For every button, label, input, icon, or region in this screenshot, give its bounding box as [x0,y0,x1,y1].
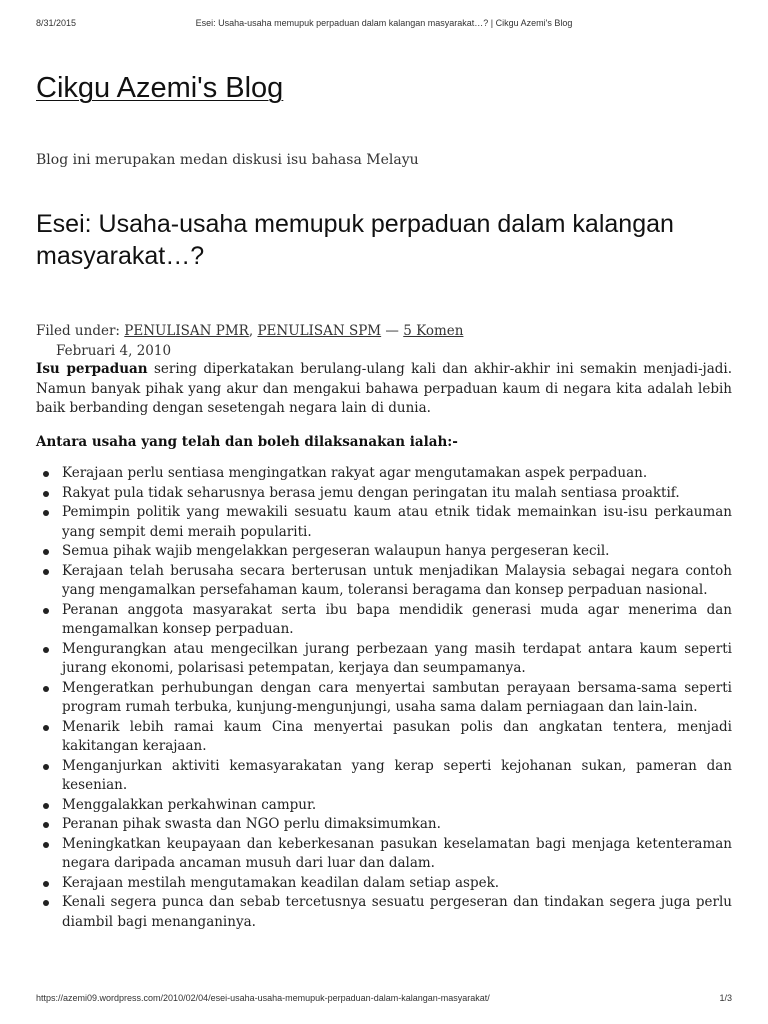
list-item: Menarik lebih ramai kaum Cina menyertai pasukan polis dan angkatan tentera, menjadi kakitangan kerajaan. [62,718,732,757]
list-item: Kerajaan perlu sentiasa mengingatkan rakyat agar mengutamakan aspek perpaduan. [62,464,732,484]
intro-paragraph [36,360,732,419]
list-item: Menggalakkan perkahwinan campur. [62,796,732,816]
list-subheading: Antara usaha yang telah dan boleh dilaksanakan ialah:- [36,433,458,450]
category-link-pmr[interactable]: PENULISAN PMR [124,323,249,339]
list-item: Mengeratkan perhubungan dengan cara menyertai sambutan perayaan bersama-sama seperti program rumah terbuka, kunjung-mengunjungi, usaha sama dalam perniagaan dan lain-lain. [62,679,732,718]
intro-bold: Isu perpaduan [36,361,148,377]
print-header [0,18,768,30]
list-item: Pemimpin politik yang mewakili sesuatu kaum atau etnik tidak memainkan isu-isu perkauman yang sempit demi meraih populariti. [62,503,732,542]
category-link-spm[interactable]: PENULISAN SPM [257,323,382,339]
list-item: Rakyat pula tidak seharusnya berasa jemu dengan peringatan itu malah sentiasa proaktif. [62,484,732,504]
site-title-link[interactable]: Cikgu Azemi's Blog [36,72,284,104]
category-separator: , [248,323,258,339]
post-date: Februari 4, 2010 [56,343,172,359]
filed-under-label: Filed under: [36,323,120,339]
intro-text: sering diperkatakan berulang-ulang kali dan akhir-akhir ini semakin menjadi-jadi. Namun banyak pihak yang akur dan mengakui bahawa perpaduan kaum di negara kita adalah lebih baik berbanding dengan sesetengah negara lain di dunia. [36,361,732,416]
list-item: Kerajaan telah berusaha secara berterusan untuk menjadikan Malaysia sebagai negara contoh yang mengamalkan persefahaman kaum, toleransi beragama dan konsep perpaduan nasional. [62,562,732,601]
site-description: Blog ini merupakan medan diskusi isu bahasa Melayu [36,152,419,168]
list-item: Peranan anggota masyarakat serta ibu bapa mendidik generasi muda agar menerima dan mengamalkan konsep perpaduan. [62,601,732,640]
list-item: Kenali segera punca dan sebab tercetusnya sesuatu pergeseran dan tindakan segera juga perlu diambil bagi menanganinya. [62,893,732,932]
list-item: Kerajaan mestilah mengutamakan keadilan dalam setiap aspek. [62,874,732,894]
meta-dash: — [381,323,404,339]
post-content [36,360,732,932]
print-url: https://azemi09.wordpress.com/2010/02/04/esei-usaha-usaha-memupuk-perpaduan-dalam-kalangan-masyarakat/ [36,993,490,1003]
effort-list [36,464,732,932]
list-item: Menganjurkan aktiviti kemasyarakatan yang kerap seperti kejohanan sukan, pameran dan kesenian. [62,757,732,796]
list-item: Meningkatkan keupayaan dan keberkesanan pasukan keselamatan bagi menjaga ketenteraman negara daripada ancaman musuh dari luar dan dalam. [62,835,732,874]
post-title: Esei: Usaha-usaha memupuk perpaduan dalam kalangan masyarakat…? [36,210,674,270]
comments-link[interactable]: 5 Komen [403,323,464,339]
list-item: Peranan pihak swasta dan NGO perlu dimaksimumkan. [62,815,732,835]
print-page-number: 1/3 [719,993,732,1003]
list-item: Semua pihak wajib mengelakkan pergeseran walaupun hanya pergeseran kecil. [62,542,732,562]
print-date: 8/31/2015 [36,18,77,28]
print-page-title: Esei: Usaha-usaha memupuk perpaduan dalam kalangan masyarakat…? | Cikgu Azemi's Blog [195,18,573,28]
post-meta [36,321,463,341]
print-footer [0,993,768,1005]
list-item: Mengurangkan atau mengecilkan jurang perbezaan yang masih terdapat antara kaum seperti jurang ekonomi, polarisasi petempatan, kerjaya dan seumpamanya. [62,640,732,679]
